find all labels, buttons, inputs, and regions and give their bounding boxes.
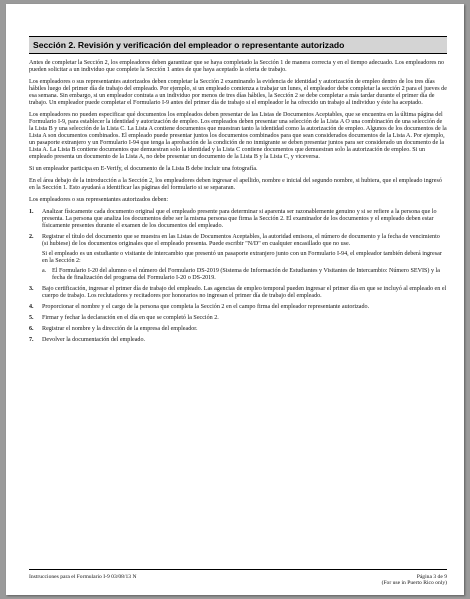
item-text: Devolver la documentación del empleado. [42,337,146,343]
sub-list-item [42,268,447,282]
footer-page-number: Página 3 de 9 [416,574,447,580]
item-text: Registrar el nombre y la dirección de la empresa del empleador. [42,326,198,332]
item-number: 6. [29,326,34,332]
sub-item-letter: a. [42,268,47,274]
paragraph: Los empleadores o sus representantes autorizados deben completar la Sección 2 examinando la evidencia de identidad y autorización de empleo dentro de los tres días hábiles luego del primer día de trabajo del empleado. Por ejemplo, si un empleado comienza a trabajar un lunes, el empleador debe completar la sección 2 para el jueves de esa semana. Sin embargo, si un empleador contrata a un individuo por menos de tres días hábiles, la Sección 2 se debe completar a más tardar durante el primer día de trabajo. Un empleador puede completar el Formulario I-9 antes del primer día de trabajo si el empleador le ha ofrecido un trabajo al individuo y éste ha aceptado. [29,79,447,106]
item-number: 5. [29,315,34,321]
list-item [29,337,447,344]
footer-page-info [382,574,447,587]
list-item [29,209,447,230]
footer-form-id: Instrucciones para el Formulario I-9 03/08/13 N [29,574,137,580]
document-page [6,4,464,595]
sub-item-text: El Formulario I-20 del alumno o el número del Formulario DS-2019 (Sistema de Información de Estudiantes y Visitantes de Intercambio: Número SEVIS) y la fecha de finalización del programa del Formulario I-20 o DS-2019. [52,268,440,281]
item-number: 1. [29,209,34,215]
list-item [29,315,447,322]
paragraph: Los empleadores no pueden especificar qué documentos los empleados deben presentar de las Listas de Documentos Aceptables, que se encuentra en la última página del Formulario I-9, para establecer la identidad y autorización de empleo. Los empleados deben presentar una selección de la Lista A O una combinación de una selección de la Lista B y una selección de la Lista C. La Lista A contiene documentos que muestran tanto la identidad como la autorización de empleo. Algunos de los documentos de la Lista A son documentos combinados. El empleado puede presentar juntos los documentos combinados para que sean considerados documentos de la Lista A. Por ejemplo, un pasaporte extranjero y un Formulario I-94 que tenga la aprobación de la condición de no inmigrante se deben presentar juntos para ser considerado un documento de la Lista A. La Lista B contiene documentos que demuestran solo la identidad y la Lista C contiene documentos que demuestran solo la autorización de empleo. Si un empleado presenta un documento de la Lista A, no debe presentar un documento de la Lista B y la Lista C, y viceversa. [29,112,447,160]
item-text: Bajo certificación, ingresar el primer día de trabajo del empleado. Las agencias de empleo temporal pueden ingresar el primer día en que se incluyó al empleado en el cuerpo de trabajo. Los reclutadores y recitadores por honorarios no ingresan el primer día de trabajo del empleado. [42,286,447,299]
item-number: 7. [29,337,34,343]
item-number: 2. [29,234,34,240]
list-item [29,326,447,333]
item-text: Proporcionar el nombre y el cargo de la persona que completa la Sección 2 en el campo firma del empleador representante autorizado. [42,304,370,310]
paragraph: Si un empleador participa en E-Verify, el documento de la Lista B debe incluir una fotografía. [29,166,258,172]
item-extra-text: Si el empleado es un estudiante o visitante de intercambio que presentó un pasaporte extranjero junto con un Formulario I-94, el empleador también deberá ingresar en la Sección 2: [42,251,442,264]
paragraph: Antes de completar la Sección 2, los empleadores deben garantizar que se haya completado la Sección 1 de manera correcta y en el tiempo adecuado. Los empleadores no pueden solicitar a un individuo que complete la Sección 1 antes de que haya aceptado la oferta de trabajo. [29,60,445,73]
page-footer [29,569,447,587]
list-item [29,304,447,311]
section-title: Sección 2. Revisión y verificación del empleador o representante autorizado [29,36,447,54]
page-content [29,36,447,348]
paragraph: En el área debajo de la introducción a la Sección 2, los empleadores deben ingresar el apellido, nombre e inicial del segundo nombre, si hubiera, que el empleado ingresó en la Sección 1. Esto ayudará a identificar las páginas del formulario si se separaran. [29,178,442,191]
item-number: 3. [29,286,34,292]
item-number: 4. [29,304,34,310]
item-text: Firmar y fechar la declaración en el día en que se completó la Sección 2. [42,315,219,321]
list-item [29,286,447,300]
item-text: Registrar el título del documento que se muestra en las Listas de Documentos Aceptables, la autoridad emisora, el número de documento y la fecha de vencimiento (si hubiese) de los documentos originales que el empleado presenta. Puede escribir "N/D" en cualquier encasillado que no use. [42,234,440,247]
paragraph: Los empleadores o sus representantes autorizados deben: [29,197,169,203]
list-item [29,234,447,282]
item-text: Analizar físicamente cada documento original que el empleado presente para determinar si aparenta ser razonablemente genuino y si se refiere a la persona que lo presenta. La persona que analiza los documentos debe ser la misma persona que firma la Sección 2. El examinador de los documentos y el empleado deben estar físicamente presentes durante el examen de los documentos del empleado. [42,209,437,229]
footer-usage-note: (For use in Puerto Rico only) [381,580,447,587]
